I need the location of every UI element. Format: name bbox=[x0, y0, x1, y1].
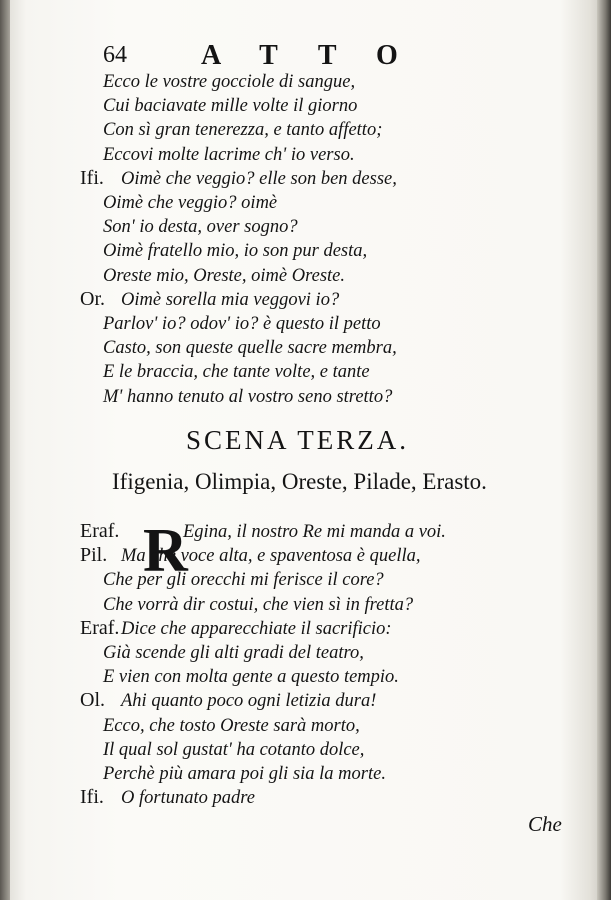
verse-line: Parlov' io? odov' io? è questo il petto bbox=[103, 314, 381, 334]
speaker-label: Eraf. bbox=[80, 616, 120, 639]
verse-line: Casto, son queste quelle sacre membra, bbox=[103, 338, 397, 359]
verse-line: Il qual sol gustat' ha cotanto dolce, bbox=[103, 739, 365, 760]
verse-line: Oimè che veggio? oimè bbox=[103, 193, 278, 213]
drop-cap: R bbox=[143, 517, 188, 585]
verse-line: Ma che voce alta, e spaventosa è quella, bbox=[121, 546, 421, 567]
running-head: ATTO bbox=[201, 40, 438, 71]
page-header bbox=[103, 38, 563, 74]
verse-line: Già scende gli alti gradi del teatro, bbox=[103, 643, 364, 663]
verse-line: Che vorrà dir costui, che vien sì in fretta? bbox=[103, 594, 414, 615]
verse-line: Ecco, che tosto Oreste sarà morto, bbox=[103, 715, 360, 736]
scene-title: SCENA TERZA. bbox=[186, 425, 410, 455]
verse-line: Dice che apparecchiate il sacrificio: bbox=[121, 618, 392, 639]
speaker-label: Ifi. bbox=[80, 786, 104, 809]
speaker-label: Ifi. bbox=[80, 166, 104, 189]
verse-line: Egina, il nostro Re mi manda a voi. bbox=[183, 522, 446, 542]
page-number: 64 bbox=[103, 42, 127, 68]
verse-line: Ecco le vostre gocciole di sangue, bbox=[103, 72, 356, 92]
verse-line: M' hanno tenuto al vostro seno stretto? bbox=[103, 386, 393, 407]
verse-line: Perchè più amara poi gli sia la morte. bbox=[103, 764, 386, 784]
verse-line: O fortunato padre bbox=[121, 788, 255, 809]
speaker-label: Or. bbox=[80, 287, 105, 310]
verse-line: Oimè che veggio? elle son ben desse, bbox=[121, 168, 397, 189]
verse-line: Oimè sorella mia veggovi io? bbox=[121, 289, 340, 310]
catchword: Che bbox=[528, 812, 562, 836]
speaker-label: Pil. bbox=[80, 544, 108, 567]
verse-line: Con sì gran tenerezza, e tanto affetto; bbox=[103, 120, 383, 141]
verse-line: Eccovi molte lacrime ch' io verso. bbox=[103, 144, 355, 165]
verse-line: Che per gli orecchi mi ferisce il core? bbox=[103, 570, 384, 591]
verse-line: Oreste mio, Oreste, oimè Oreste. bbox=[103, 265, 345, 286]
speaker-label: Eraf. bbox=[80, 520, 120, 542]
verse-line: E vien con molta gente a questo tempio. bbox=[103, 667, 399, 688]
book-binding-left bbox=[0, 0, 10, 900]
verse-line: Cui baciavate mille volte il giorno bbox=[103, 96, 358, 117]
book-binding-right bbox=[597, 0, 611, 900]
verse-line: Oimè fratello mio, io son pur desta, bbox=[103, 241, 368, 262]
verse-line: Son' io desta, over sogno? bbox=[103, 217, 298, 238]
verse-line: Ahi quanto poco ogni letizia dura! bbox=[121, 691, 377, 712]
verse-line: E le braccia, che tante volte, e tante bbox=[103, 362, 370, 383]
cast-list: Ifigenia, Olimpia, Oreste, Pilade, Erasto. bbox=[112, 469, 487, 494]
speaker-label: Ol. bbox=[80, 689, 105, 712]
